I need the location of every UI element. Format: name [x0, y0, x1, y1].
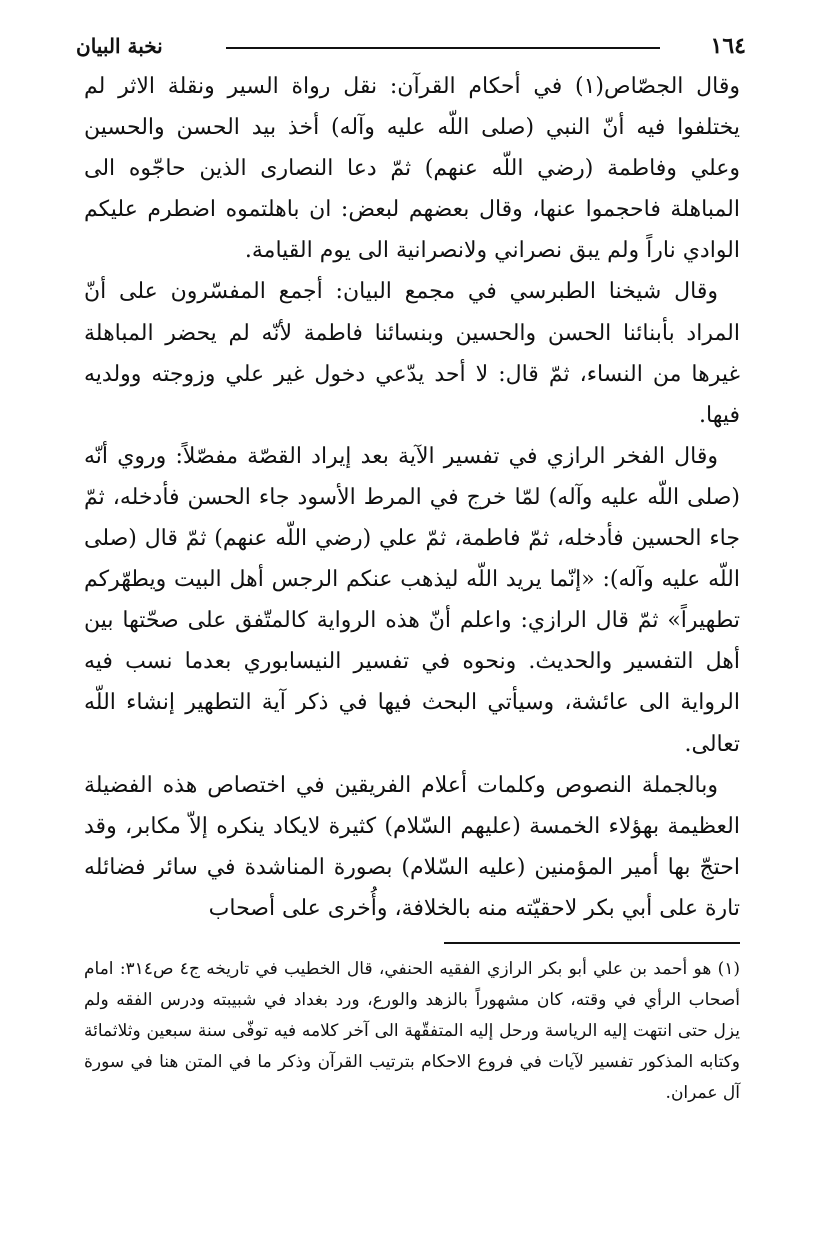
main-text [84, 66, 740, 929]
paragraph: وبالجملة النصوص وكلمات أعلام الفريقين في اختصاص هذه الفضيلة العظيمة بهؤلاء الخمسة (عليهم السّلام) كثيرة لايكاد ينكره إلاّ مكابر، وقد احتجّ بها أمير المؤمنين (عليه السّلام) بصورة المناشدة في سائر فضائله تارة على أبي بكر لاحقيّته منه بالخلافة، وأُخرى على أصحاب [84, 772, 740, 921]
header-rule [226, 47, 660, 49]
paragraph: وقال الفخر الرازي في تفسير الآية بعد إيراد القصّة مفصّلاً: وروي أنّه (صلى اللّه عليه وآله) لمّا خرج في المرط الأسود جاء الحسن فأدخله، ثمّ جاء الحسين فأدخله، ثمّ فاطمة، ثمّ علي (رضي اللّه عنهم) ثمّ قال (صلى اللّه عليه وآله): «إنّما يريد اللّه ليذهب عنكم الرجس أهل البيت ويطهّركم تطهيراً» ثمّ قال الرازي: واعلم أنّ هذه الرواية كالمتّفق على صحّتها بين أهل التفسير والحديث. ونحوه في تفسير النيسابوري بعدما نسب فيه الرواية الى عائشة، وسيأتي البحث فيها في ذكر آية التطهير إنشاء اللّه تعالى. [84, 443, 740, 757]
footnote: (١) هو أحمد بن علي أبو بكر الرازي الفقيه الحنفي، قال الخطيب في تاريخه ج٤ ص٣١٤: امام أصحاب الرأي في وقته، كان مشهوراً بالزهد والورع، ورد بغداد في شبيبته ودرس الفقه ولم يزل حتى انتهت إليه الرياسة ورحل إليه المتفقّهة الى آخر كلامه فيه توفّى سنة سبعين وثلاثمائة وكتابه المذكور تفسير لآيات في فروع الاحكام بترتيب القرآن وذكر ما في المتن هنا في سورة آل عمران. [84, 959, 740, 1103]
paragraph: وقال الجصّاص(١) في أحكام القرآن: نقل رواة السير ونقلة الاثر لم يختلفوا فيه أنّ النبي (صلى اللّه عليه وآله) أخذ بيد الحسن والحسين وعلي وفاطمة (رضي اللّه عنهم) ثمّ دعا النصارى الذين حاجّوه الى المباهلة فاحجموا عنها، وقال بعضهم لبعض: ان باهلتموه اضطرم عليكم الوادي ناراً ولم يبق نصراني ولانصرانية الى يوم القيامة. [84, 74, 741, 264]
page-header [76, 30, 746, 64]
footnotes [84, 954, 740, 1109]
page-number: ١٦٤ [710, 33, 746, 59]
paragraph: وقال شيخنا الطبرسي في مجمع البيان: أجمع المفسّرون على أنّ المراد بأبنائنا الحسن والحسين وبنسائنا فاطمة لأنّه لم يحضر المباهلة غيرها من النساء، ثمّ قال: لا أحد يدّعي دخول غير علي وزوجته وولديه فيها. [84, 279, 740, 428]
book-title: نخبة البيان [76, 34, 163, 58]
footnote-separator [444, 942, 740, 944]
